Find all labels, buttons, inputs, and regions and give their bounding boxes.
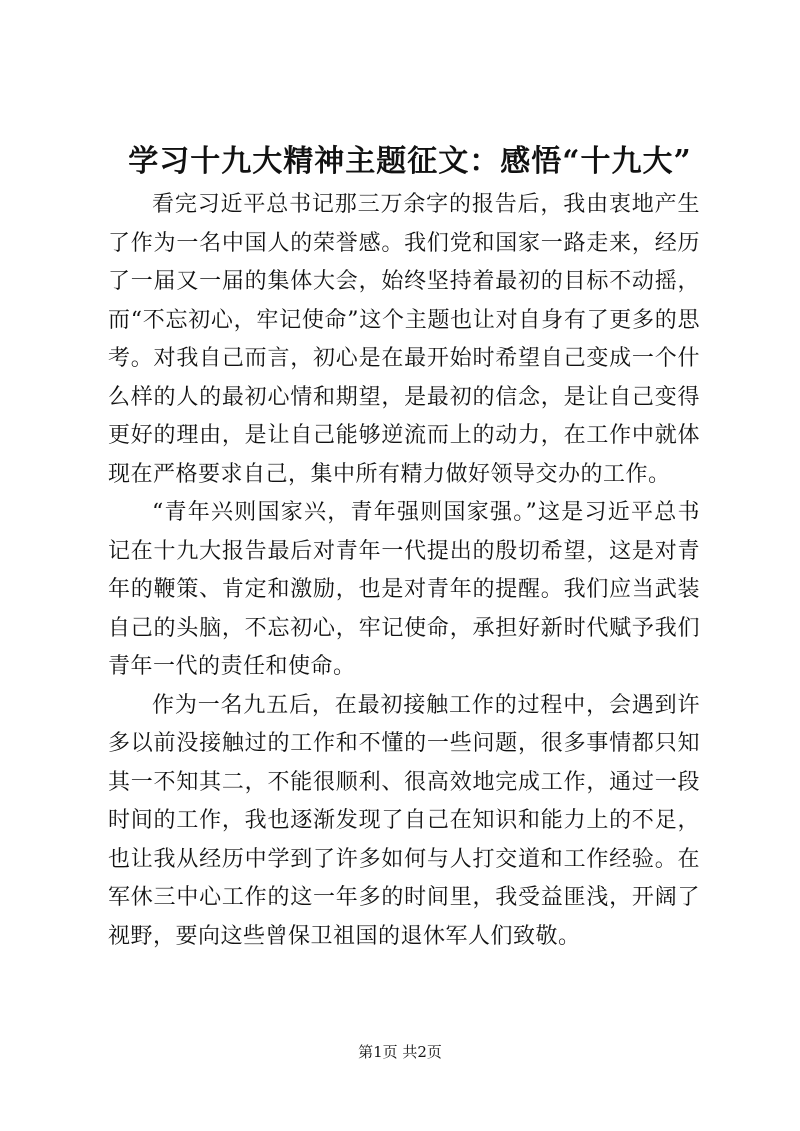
document-title: 学习十九大精神主题征文：感悟“十九大” xyxy=(128,144,692,179)
page-number-footer: 第1页 共2页 xyxy=(358,1043,442,1061)
paragraph-1: 看完习近平总书记那三万余字的报告后，我由衷地产生了作为一名中国人的荣誉感。我们党和国家一路走来，经历了一届又一届的集体大会，始终坚持着最初的目标不动摇，而“不忘初心，牢记使命”这个主题也让对自身有了更多的思考。对我自己而言，初心是在最开始时希望自己变成一个什么样的人的最初心情和期望，是最初的信念，是让自己变得更好的理由，是让自己能够逆流而上的动力，在工作中就体现在严格要求自己，集中所有精力做好领导交办的工作。 xyxy=(108,192,700,487)
paragraph-3: 作为一名九五后，在最初接触工作的过程中，会遇到许多以前没接触过的工作和不懂的一些问题，很多事情都只知其一不知其二，不能很顺利、很高效地完成工作，通过一段时间的工作，我也逐渐发现了自己在知识和能力上的不足，也让我从经历中学到了许多如何与人打交道和工作经验。在军休三中心工作的这一年多的时间里，我受益匪浅，开阔了视野，要向这些曾保卫祖国的退休军人们致敬。 xyxy=(108,692,700,949)
paragraph-2: “青年兴则国家兴，青年强则国家强。”这是习近平总书记在十九大报告最后对青年一代提出的殷切希望，这是对青年的鞭策、肯定和激励，也是对青年的提醒。我们应当武装自己的头脑，不忘初心，牢记使命，承担好新时代赋予我们青年一代的责任和使命。 xyxy=(108,500,700,679)
document-body xyxy=(108,186,700,956)
